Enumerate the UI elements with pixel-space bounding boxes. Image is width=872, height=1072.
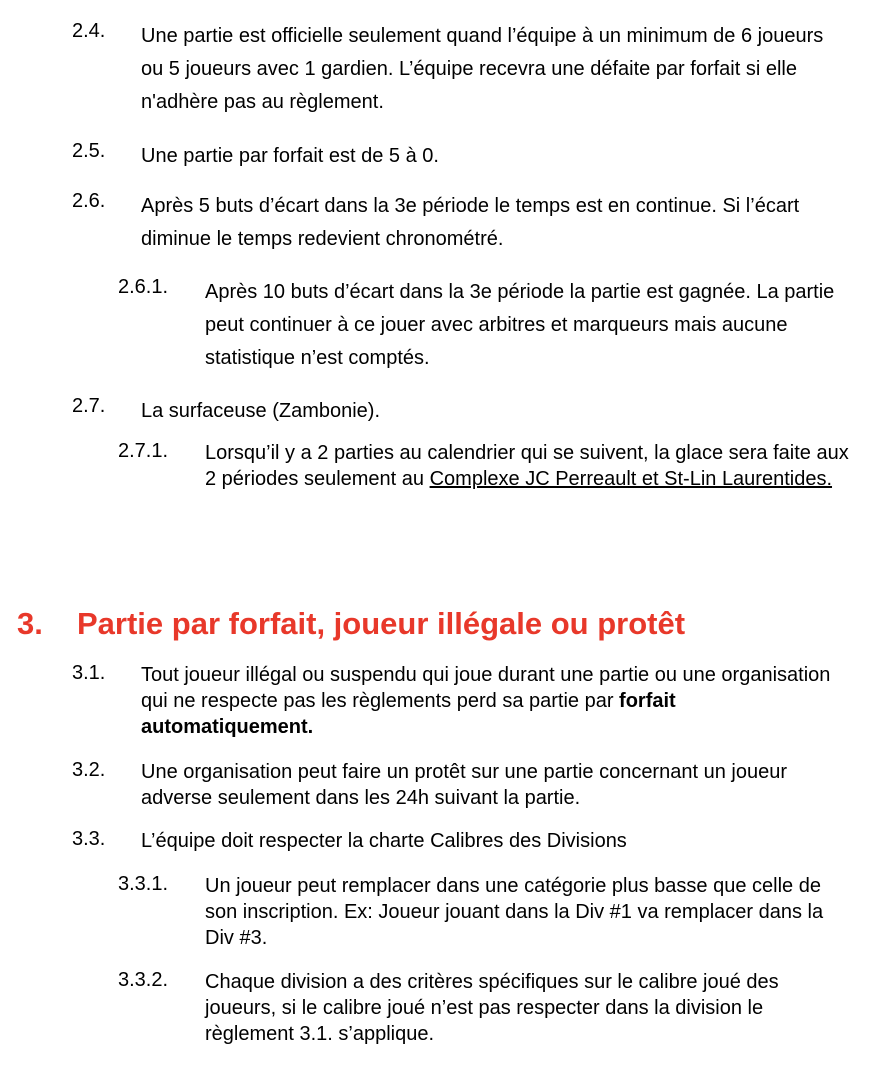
rule-text: Un joueur peut remplacer dans une catégorie plus basse que celle de son inscription. Ex: Joueur jouant dans la Div #1 va remplacer dans la Div #3. [205, 875, 824, 949]
rule-number: 3.3.1. [118, 873, 169, 895]
rule-text: Après 5 buts d’écart dans la 3e période le temps est en continue. Si l’écart diminue le temps redevient chronométré. [141, 195, 800, 250]
rule-number: 2.6. [72, 190, 106, 212]
location-link[interactable]: Complexe JC Perreault et St-Lin Laurentides. [429, 468, 833, 490]
rule-text-bold: forfait automatiquement. [141, 690, 676, 738]
rule-text: Une organisation peut faire un protêt sur une partie concernant un joueur adverse seulement dans les 24h suivant la partie. [141, 761, 787, 809]
rule-text [205, 440, 850, 492]
section-title: Partie par forfait, joueur illégale ou protêt [77, 606, 686, 641]
rule-text [141, 662, 846, 740]
rule-number: 3.2. [72, 759, 106, 781]
rule-text-part: Lorsqu’il y a 2 parties au calendrier qui se suivent, la glace sera faite aux 2 périodes seulement au [205, 442, 849, 490]
rule-text-part: Tout joueur illégal ou suspendu qui joue durant une partie ou une organisation qui ne respecte pas les règlements perd sa partie par [141, 664, 831, 712]
section-3-heading [17, 606, 817, 646]
rule-text: Chaque division a des critères spécifiques sur le calibre joué des joueurs, si le calibre joué n’est pas respecter dans la division le règlement 3.1. s’applique. [205, 971, 779, 1045]
rule-number: 2.5. [72, 140, 106, 162]
rule-number: 3.1. [72, 662, 106, 684]
rule-text: La surfaceuse (Zambonie). [141, 400, 381, 422]
rule-number: 2.7.1. [118, 440, 169, 462]
rule-text: Une partie est officielle seulement quand l’équipe à un minimum de 6 joueurs ou 5 joueurs avec 1 gardien. L’équipe recevra une défaite par forfait si elle n'adhère pas au règlement. [141, 25, 824, 113]
rule-text: Une partie par forfait est de 5 à 0. [141, 145, 439, 167]
rule-text: L’équipe doit respecter la charte Calibres des Divisions [141, 830, 627, 852]
rule-number: 2.6.1. [118, 276, 169, 298]
rule-number: 2.4. [72, 20, 106, 42]
rule-number: 3.3.2. [118, 969, 169, 991]
rule-text: Après 10 buts d’écart dans la 3e période la partie est gagnée. La partie peut continuer à ce jouer avec arbitres et marqueurs mais aucune statistique n’est comptés. [205, 281, 835, 369]
rule-number: 3.3. [72, 828, 106, 850]
section-number: 3. [17, 606, 43, 641]
rule-number: 2.7. [72, 395, 106, 417]
